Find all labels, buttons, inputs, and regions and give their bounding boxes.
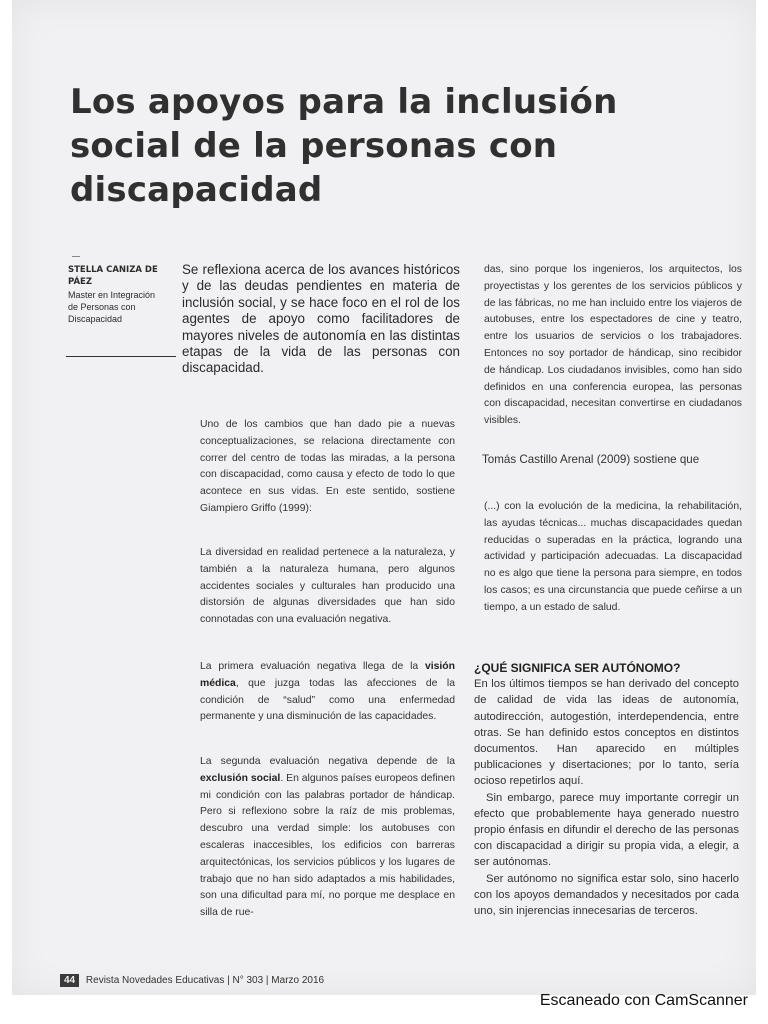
left-p4-text-a: La segunda evaluación negativa depende de la xyxy=(200,756,455,767)
left-p3-text-b: , que juzga todas las afecciones de la condición de “salud” como una enfermedad permanente y una disminución de las capacidades. xyxy=(200,677,455,723)
left-p3 xyxy=(200,659,455,726)
left-p4-bold: exclusión social xyxy=(200,772,281,784)
publication-info: Revista Novedades Educativas | N° 303 | Marzo 2016 xyxy=(85,975,325,986)
section-p1: En los últimos tiempos se han derivado del concepto de calidad de vida las ideas de autonomía, autodirección, autogestión, interdependencia, entre otras. Se han definido estos conceptos en distintos documentos. Han aparecido en múltiples publicaciones y disertaciones; por lo tanto, sería ocioso repetirlos aquí. xyxy=(474,678,739,788)
left-p4-text-b: . En algunos países europeos definen mi condición con las palabras portador de hándicap. Pero si reflexiono sobre la raíz de mis problemas, descubro una verdad simple: los autobuses con escaleras inaccesibles, los edificios con barreras arquitectónicas, los servicios públicos y los lugares de trabajo que no han sido adaptados a mis habilidades, son una dificultad para mí, no porque me desplace en silla de rue- xyxy=(200,772,455,919)
left-p4 xyxy=(200,754,455,922)
right-p1-text: das, sino porque los ingenieros, los arquitectos, los proyectistas y los gerentes de los servicios públicos y de las fábricas, no me han incluido entre los viajeros de autobuses, entre los espectadores de cine y teatro, entre los usuarios de servicios o los trabajadores. Entonces no soy portador de hándicap, sino recibidor de hándicap. Los ciudadanos invisibles, como han sido definidos en una conferencia europea, las personas con discapacidad, necesitan convertirse en ciudadanos visibles. xyxy=(484,264,742,427)
right-p3-text: (...) con la evolución de la medicina, la rehabilitación, las ayudas técnicas... muchas discapacidades quedan reducidas o superadas en la práctica, logrando una actividad y participación adecuadas. La discapacidad no es algo que tiene la persona para siempre, en todos los casos; es una circunstancia que puede ceñirse a un tiempo, a un estado de salud. xyxy=(484,501,742,613)
left-quote-3 xyxy=(200,754,455,922)
camscanner-watermark: Escaneado con CamScanner xyxy=(539,992,748,1009)
left-quote-1 xyxy=(200,545,455,629)
left-p1-text: Uno de los cambios que han dado pie a nuevas conceptualizaciones, se relaciona directamente con correr del centro de todas las miradas, a la persona con discapacidad, como causa y efecto de todo lo que acontece en sus vidas. En este sentido, sostiene Giampiero Griffo (1999): xyxy=(200,419,455,514)
author-name: STELLA CANIZA DE PÁEZ xyxy=(68,265,158,287)
author-role: Master en Integración de Personas con Discapacidad xyxy=(68,290,156,324)
page-footer xyxy=(60,974,324,987)
section-p2: Sin embargo, parece muy importante corregir un efecto que probablemente haya generado nuestro propio énfasis en difundir el derecho de las personas con discapacidad a dirigir su propia vida, a elegir, a ser autónomas. xyxy=(474,791,739,869)
left-p2-text: La diversidad en realidad pertenece a la naturaleza, y también a la naturaleza humana, pero algunos accidentes sociales y culturales han producido una distorsión de algunas diversidades que han sido connotadas con una evaluación negativa. xyxy=(200,547,455,626)
left-p3-text-a: La primera evaluación negativa llega de la xyxy=(200,661,425,672)
scanned-page xyxy=(12,0,756,995)
section-autonomo xyxy=(474,660,739,919)
right-p2-text: Tomás Castillo Arenal (2009) sostiene que xyxy=(482,453,700,466)
author-block xyxy=(68,264,164,325)
section-p3: Ser autónomo no significa estar solo, sino hacerlo con los apoyos demandados y necesitados por cada uno, sin injerencias innecesarias de terceros. xyxy=(474,872,739,918)
left-paragraph-1 xyxy=(200,417,455,518)
left-quote-2 xyxy=(200,659,455,726)
page-number: 44 xyxy=(60,974,79,987)
right-paragraph-1 xyxy=(484,262,742,430)
section-heading: ¿QUÉ SIGNIFICA SER AUTÓNOMO? xyxy=(474,661,681,675)
author-top-mark xyxy=(72,256,80,257)
left-p3-bold: visión médica xyxy=(200,661,455,689)
article-lead: Se reflexiona acerca de los avances históricos y de las deudas pendientes en materia de inclusión social, y se hace foco en el rol de los agentes de apoyo como facilitadores de mayores niveles de autonomía en las distintas etapas de la vida de las personas con discapacidad. xyxy=(182,262,460,376)
right-quote xyxy=(484,499,742,617)
right-paragraph-2 xyxy=(482,452,740,469)
article-title: Los apoyos para la inclusión social de la personas con discapacidad xyxy=(70,82,618,210)
author-divider xyxy=(66,356,176,357)
